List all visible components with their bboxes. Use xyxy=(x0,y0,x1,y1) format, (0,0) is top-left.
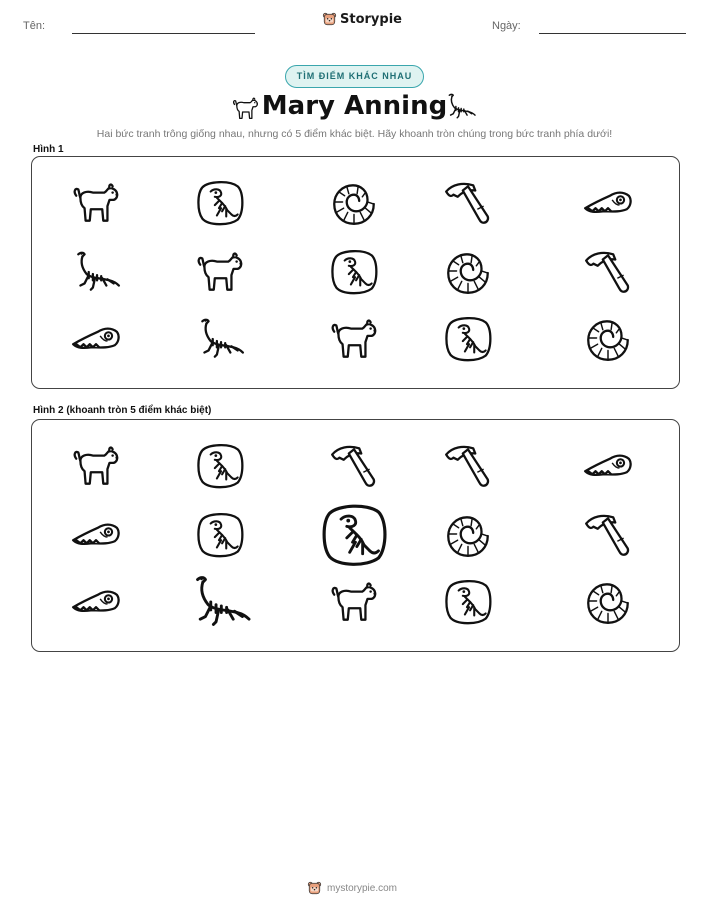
dog-icon xyxy=(70,177,122,229)
fossil-stone-icon xyxy=(442,313,494,365)
dino-skull-icon xyxy=(70,313,122,365)
date-label: Ngày: xyxy=(492,20,521,32)
storypie-logo xyxy=(322,12,402,27)
fossil-stone-icon[interactable] xyxy=(318,499,390,571)
plesiosaur-icon xyxy=(194,313,246,365)
plesiosaur-icon[interactable] xyxy=(187,569,253,635)
dino-skull-icon[interactable] xyxy=(70,576,122,628)
dog-icon xyxy=(194,246,246,298)
dog-icon[interactable] xyxy=(70,440,122,492)
bear-logo-icon xyxy=(307,881,322,896)
activity-badge: TÌM ĐIỂM KHÁC NHAU xyxy=(285,65,424,88)
fossil-stone-icon[interactable] xyxy=(194,509,246,561)
ammonite-icon xyxy=(328,177,380,229)
hammer-icon[interactable] xyxy=(582,509,634,561)
fossil-stone-icon xyxy=(194,177,246,229)
dog-icon[interactable] xyxy=(328,576,380,628)
instructions: Hai bức tranh trông giống nhau, nhưng có 5 điểm khác biệt. Hãy khoanh tròn chúng trong bức tranh phía dưới! xyxy=(96,128,613,140)
fossil-stone-icon[interactable] xyxy=(194,440,246,492)
ammonite-icon[interactable] xyxy=(442,509,494,561)
dog-icon xyxy=(328,313,380,365)
bear-logo-icon xyxy=(322,12,337,27)
brand-name: Storypie xyxy=(340,12,402,27)
picture1-label: Hình 1 xyxy=(33,144,64,155)
picture2-label: Hình 2 (khoanh tròn 5 điểm khác biệt) xyxy=(33,405,212,416)
plesiosaur-icon xyxy=(444,90,477,123)
hammer-icon[interactable] xyxy=(328,440,380,492)
hammer-icon xyxy=(582,246,634,298)
dino-skull-icon xyxy=(582,177,634,229)
page-title: Mary Anning xyxy=(261,91,448,121)
ammonite-icon xyxy=(442,246,494,298)
picture1-panel xyxy=(31,156,680,389)
hammer-icon[interactable] xyxy=(442,440,494,492)
plesiosaur-icon xyxy=(70,246,122,298)
footer xyxy=(307,881,397,896)
name-label: Tên: xyxy=(23,20,46,32)
fossil-stone-icon[interactable] xyxy=(442,576,494,628)
name-field-line[interactable] xyxy=(72,33,255,34)
dino-skull-icon[interactable] xyxy=(70,509,122,561)
hammer-icon xyxy=(442,177,494,229)
dino-skull-icon[interactable] xyxy=(582,440,634,492)
ammonite-icon[interactable] xyxy=(582,576,634,628)
fossil-stone-icon xyxy=(328,246,380,298)
ammonite-icon xyxy=(582,313,634,365)
date-field-line[interactable] xyxy=(539,33,686,34)
footer-site: mystorypie.com xyxy=(327,883,398,894)
picture2-panel[interactable] xyxy=(31,419,680,652)
